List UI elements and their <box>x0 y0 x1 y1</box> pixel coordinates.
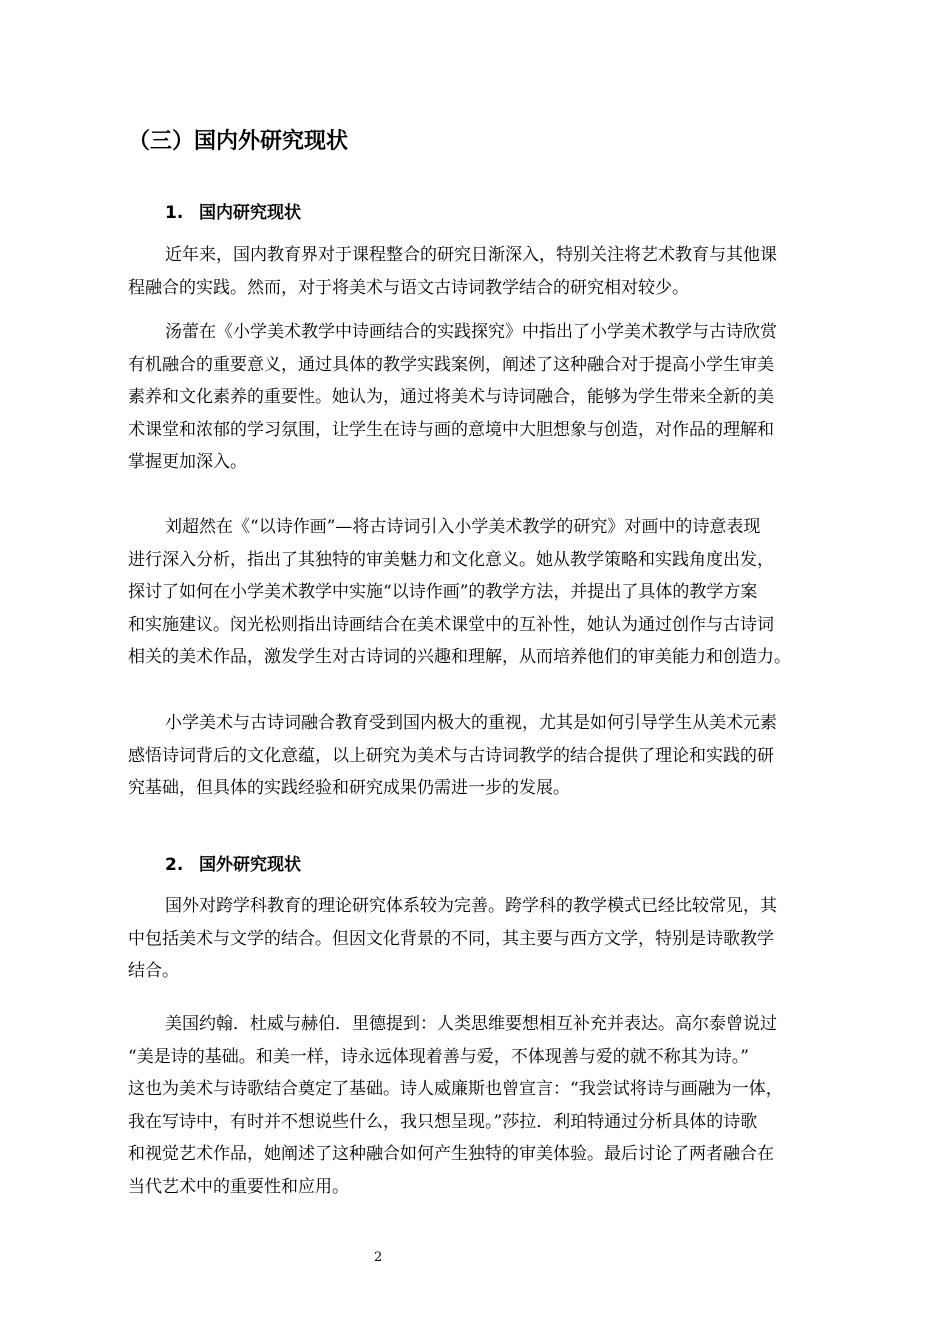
paragraph-domestic-1 <box>128 239 858 304</box>
text-line: “美是诗的基础。和美一样，诗永远体现着善与爱，不体现善与爱的就不称其为诗。” <box>128 1046 749 1067</box>
text-line: 感悟诗词背后的文化意蕴，以上研究为美术与古诗词教学的结合提供了理论和实践的研 <box>128 745 774 766</box>
text-line: 结合。 <box>128 961 179 981</box>
subsection-title: 国外研究现状 <box>199 855 301 875</box>
text-line: 汤蕾在《小学美术教学中诗画结合的实践探究》中指出了小学美术教学与古诗欣赏 <box>165 322 777 342</box>
subsection-heading-domestic <box>165 198 301 223</box>
text-line: 小学美术与古诗词融合教育受到国内极大的重视，尤其是如何引导学生从美术元素 <box>165 713 777 733</box>
section-title: （三）国内外研究现状 <box>128 129 349 154</box>
text-line: 术课堂和浓郁的学习氛围，让学生在诗与画的意境中大胆想象与创造，对作品的理解和 <box>128 419 774 440</box>
subsection-heading-foreign <box>165 850 301 875</box>
text-line: 掌握更加深入。 <box>128 452 247 472</box>
paragraph-domestic-2 <box>128 316 858 479</box>
page-number: 2 <box>374 1250 383 1265</box>
subsection-number: 2. <box>165 855 184 875</box>
text-line: 刘超然在《“以诗作画”—将古诗词引入小学美术教学的研究》对画中的诗意表现 <box>165 517 761 537</box>
text-line: 究基础，但具体的实践经验和研究成果仍需进一步的发展。 <box>128 778 570 798</box>
text-line: 有机融合的重要意义，通过具体的教学实践案例，阐述了这种融合对于提高小学生审美 <box>128 354 774 375</box>
text-line: 近年来，国内教育界对于课程整合的研究日渐深入，特别关注将艺术教育与其他课 <box>165 245 777 265</box>
text-line: 探讨了如何在小学美术教学中实施“以诗作画”的教学方法，并提出了具体的教学方案 <box>128 582 758 602</box>
paragraph-foreign-1 <box>128 890 858 988</box>
text-line: 中包括美术与文学的结合。但因文化背景的不同，其主要与西方文学，特别是诗歌教学 <box>128 928 774 949</box>
subsection-title: 国内研究现状 <box>199 203 301 223</box>
text-line: 美国约翰．杜威与赫伯．里德提到：人类思维要想相互补充并表达。高尔泰曾说过 <box>165 1014 777 1034</box>
paragraph-domestic-4 <box>128 707 858 805</box>
text-line: 当代艺术中的重要性和应用。 <box>128 1176 349 1197</box>
text-line: 和实施建议。闵光松则指出诗画结合在美术课堂中的互补性，她认为通过创作与古诗词 <box>128 614 774 635</box>
paragraph-domestic-3 <box>128 511 858 674</box>
text-line: 素养和文化素养的重要性。她认为，通过将美术与诗词融合，能够为学生带来全新的美 <box>128 387 774 407</box>
subsection-number: 1. <box>165 203 184 223</box>
text-line: 相关的美术作品，激发学生对古诗词的兴趣和理解，从而培养他们的审美能力和创造力。 <box>128 647 791 667</box>
text-line: 这也为美术与诗歌结合奠定了基础。诗人威廉斯也曾宣言：“我尝试将诗与画融为一体， <box>128 1079 783 1099</box>
text-line: 进行深入分析，指出了其独特的审美魅力和文化意义。她从教学策略和实践角度出发， <box>128 549 774 570</box>
text-line: 和视觉艺术作品，她阐述了这种融合如何产生独特的审美体验。最后讨论了两者融合在 <box>128 1144 774 1164</box>
text-line: 程融合的实践。然而，对于将美术与语文古诗词教学结合的研究相对较少。 <box>128 277 689 298</box>
text-line: 我在写诗中，有时并不想说些什么，我只想呈现。”莎拉．利珀特通过分析具体的诗歌 <box>128 1111 758 1132</box>
text-line: 国外对跨学科教育的理论研究体系较为完善。跨学科的教学模式已经比较常见，其 <box>165 896 777 916</box>
paragraph-foreign-2 <box>128 1008 858 1203</box>
